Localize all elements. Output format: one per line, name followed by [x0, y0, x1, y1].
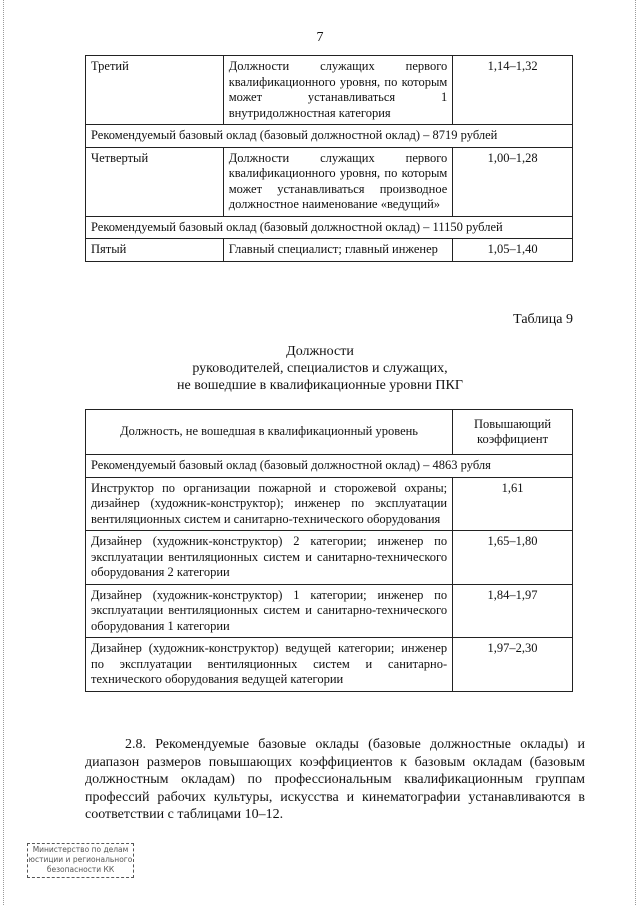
position-text: Инструктор по организации пожарной и сторожевой охраны; дизайнер (художник-конструктор); инженер по эксплуатации вентиляционных систем и санитарно-технического оборудования	[91, 480, 448, 526]
paragraph-2-8	[85, 736, 585, 824]
qualification-levels-table	[85, 55, 573, 262]
salary-text: Рекомендуемый базовый оклад (базовый должностной оклад) – 8719 рублей	[86, 125, 573, 148]
position-name	[86, 584, 453, 638]
qualification-level-row	[86, 147, 573, 216]
positions-text: Должности служащих первого квалификационного уровня, по которым может устанавливаться 1 внутридолжностная категория	[228, 59, 448, 120]
position-text: Дизайнер (художник-конструктор) ведущей категории; инженер по эксплуатации вентиляционных систем и санитарно-технического оборудования ведущей категории	[91, 641, 448, 686]
left-scan-edge	[3, 0, 4, 905]
level-name: Третий	[86, 56, 224, 125]
position-row	[86, 638, 573, 692]
salary-row	[86, 125, 573, 148]
ministry-stamp	[27, 843, 134, 878]
table-header-row	[86, 410, 573, 455]
header-coefficient-line: Повышающий	[474, 416, 552, 431]
position-name	[86, 531, 453, 585]
positions-text: Должности служащих первого квалификационного уровня, по которым может устанавливаться производное должностное наименование «ведущий»	[228, 150, 448, 211]
level-coefficient: 1,14–1,32	[453, 56, 573, 125]
position-coefficient: 1,61	[453, 477, 573, 531]
stamp-line: безопасности КК	[46, 865, 115, 874]
position-coefficient: 1,65–1,80	[453, 531, 573, 585]
header-coefficient	[453, 410, 573, 455]
table-9-title	[0, 343, 640, 394]
salary-row	[86, 216, 573, 239]
level-name: Четвертый	[86, 147, 224, 216]
position-coefficient: 1,84–1,97	[453, 584, 573, 638]
qualification-level-row	[86, 56, 573, 125]
header-coefficient-line: коэффициент	[477, 432, 549, 446]
table-9-title-line: Должности	[286, 344, 354, 359]
table-9	[85, 409, 573, 692]
stamp-line: юстиции и регионального	[28, 855, 133, 864]
level-name: Пятый	[86, 239, 224, 262]
stamp-line: Министерство по делам	[32, 845, 129, 854]
salary-text: Рекомендуемый базовый оклад (базовый должностной оклад) – 11150 рублей	[86, 216, 573, 239]
salary-text: Рекомендуемый базовый оклад (базовый должностной оклад) – 4863 рубля	[86, 455, 573, 478]
level-coefficient: 1,00–1,28	[453, 147, 573, 216]
position-row	[86, 477, 573, 531]
position-name	[86, 638, 453, 692]
level-positions	[223, 147, 453, 216]
level-positions	[223, 56, 453, 125]
position-text: Дизайнер (художник-конструктор) 2 категории; инженер по эксплуатации вентиляционных систем и санитарно-технического оборудования 2 категории	[91, 534, 448, 579]
qualification-level-row	[86, 239, 573, 262]
position-row	[86, 584, 573, 638]
positions-text: Главный специалист; главный инженер	[228, 242, 438, 256]
table-9-label: Таблица 9	[513, 312, 573, 327]
position-name	[86, 477, 453, 531]
header-position: Должность, не вошедшая в квалификационный уровень	[86, 410, 453, 455]
salary-row	[86, 455, 573, 478]
right-scan-edge	[635, 0, 636, 905]
table-9-title-line: руководителей, специалистов и служащих,	[192, 361, 448, 376]
position-row	[86, 531, 573, 585]
page-number: 7	[316, 30, 324, 45]
position-coefficient: 1,97–2,30	[453, 638, 573, 692]
paragraph-text: 2.8. Рекомендуемые базовые оклады (базовые должностные оклады) и диапазон размеров повышающих коэффициентов к базовым окладам (базовым должностным окладам) по профессиональным квалификационным группам профессий рабочих культуры, искусства и кинематографии устанавливаются в соответствии с таблицами 10–12.	[85, 737, 585, 822]
level-coefficient: 1,05–1,40	[453, 239, 573, 262]
position-text: Дизайнер (художник-конструктор) 1 категории; инженер по эксплуатации вентиляционных систем и санитарно-технического оборудования 1 категории	[91, 587, 448, 633]
level-positions	[223, 239, 453, 262]
table-9-title-line: не вошедшие в квалификационные уровни ПКГ	[177, 378, 463, 393]
